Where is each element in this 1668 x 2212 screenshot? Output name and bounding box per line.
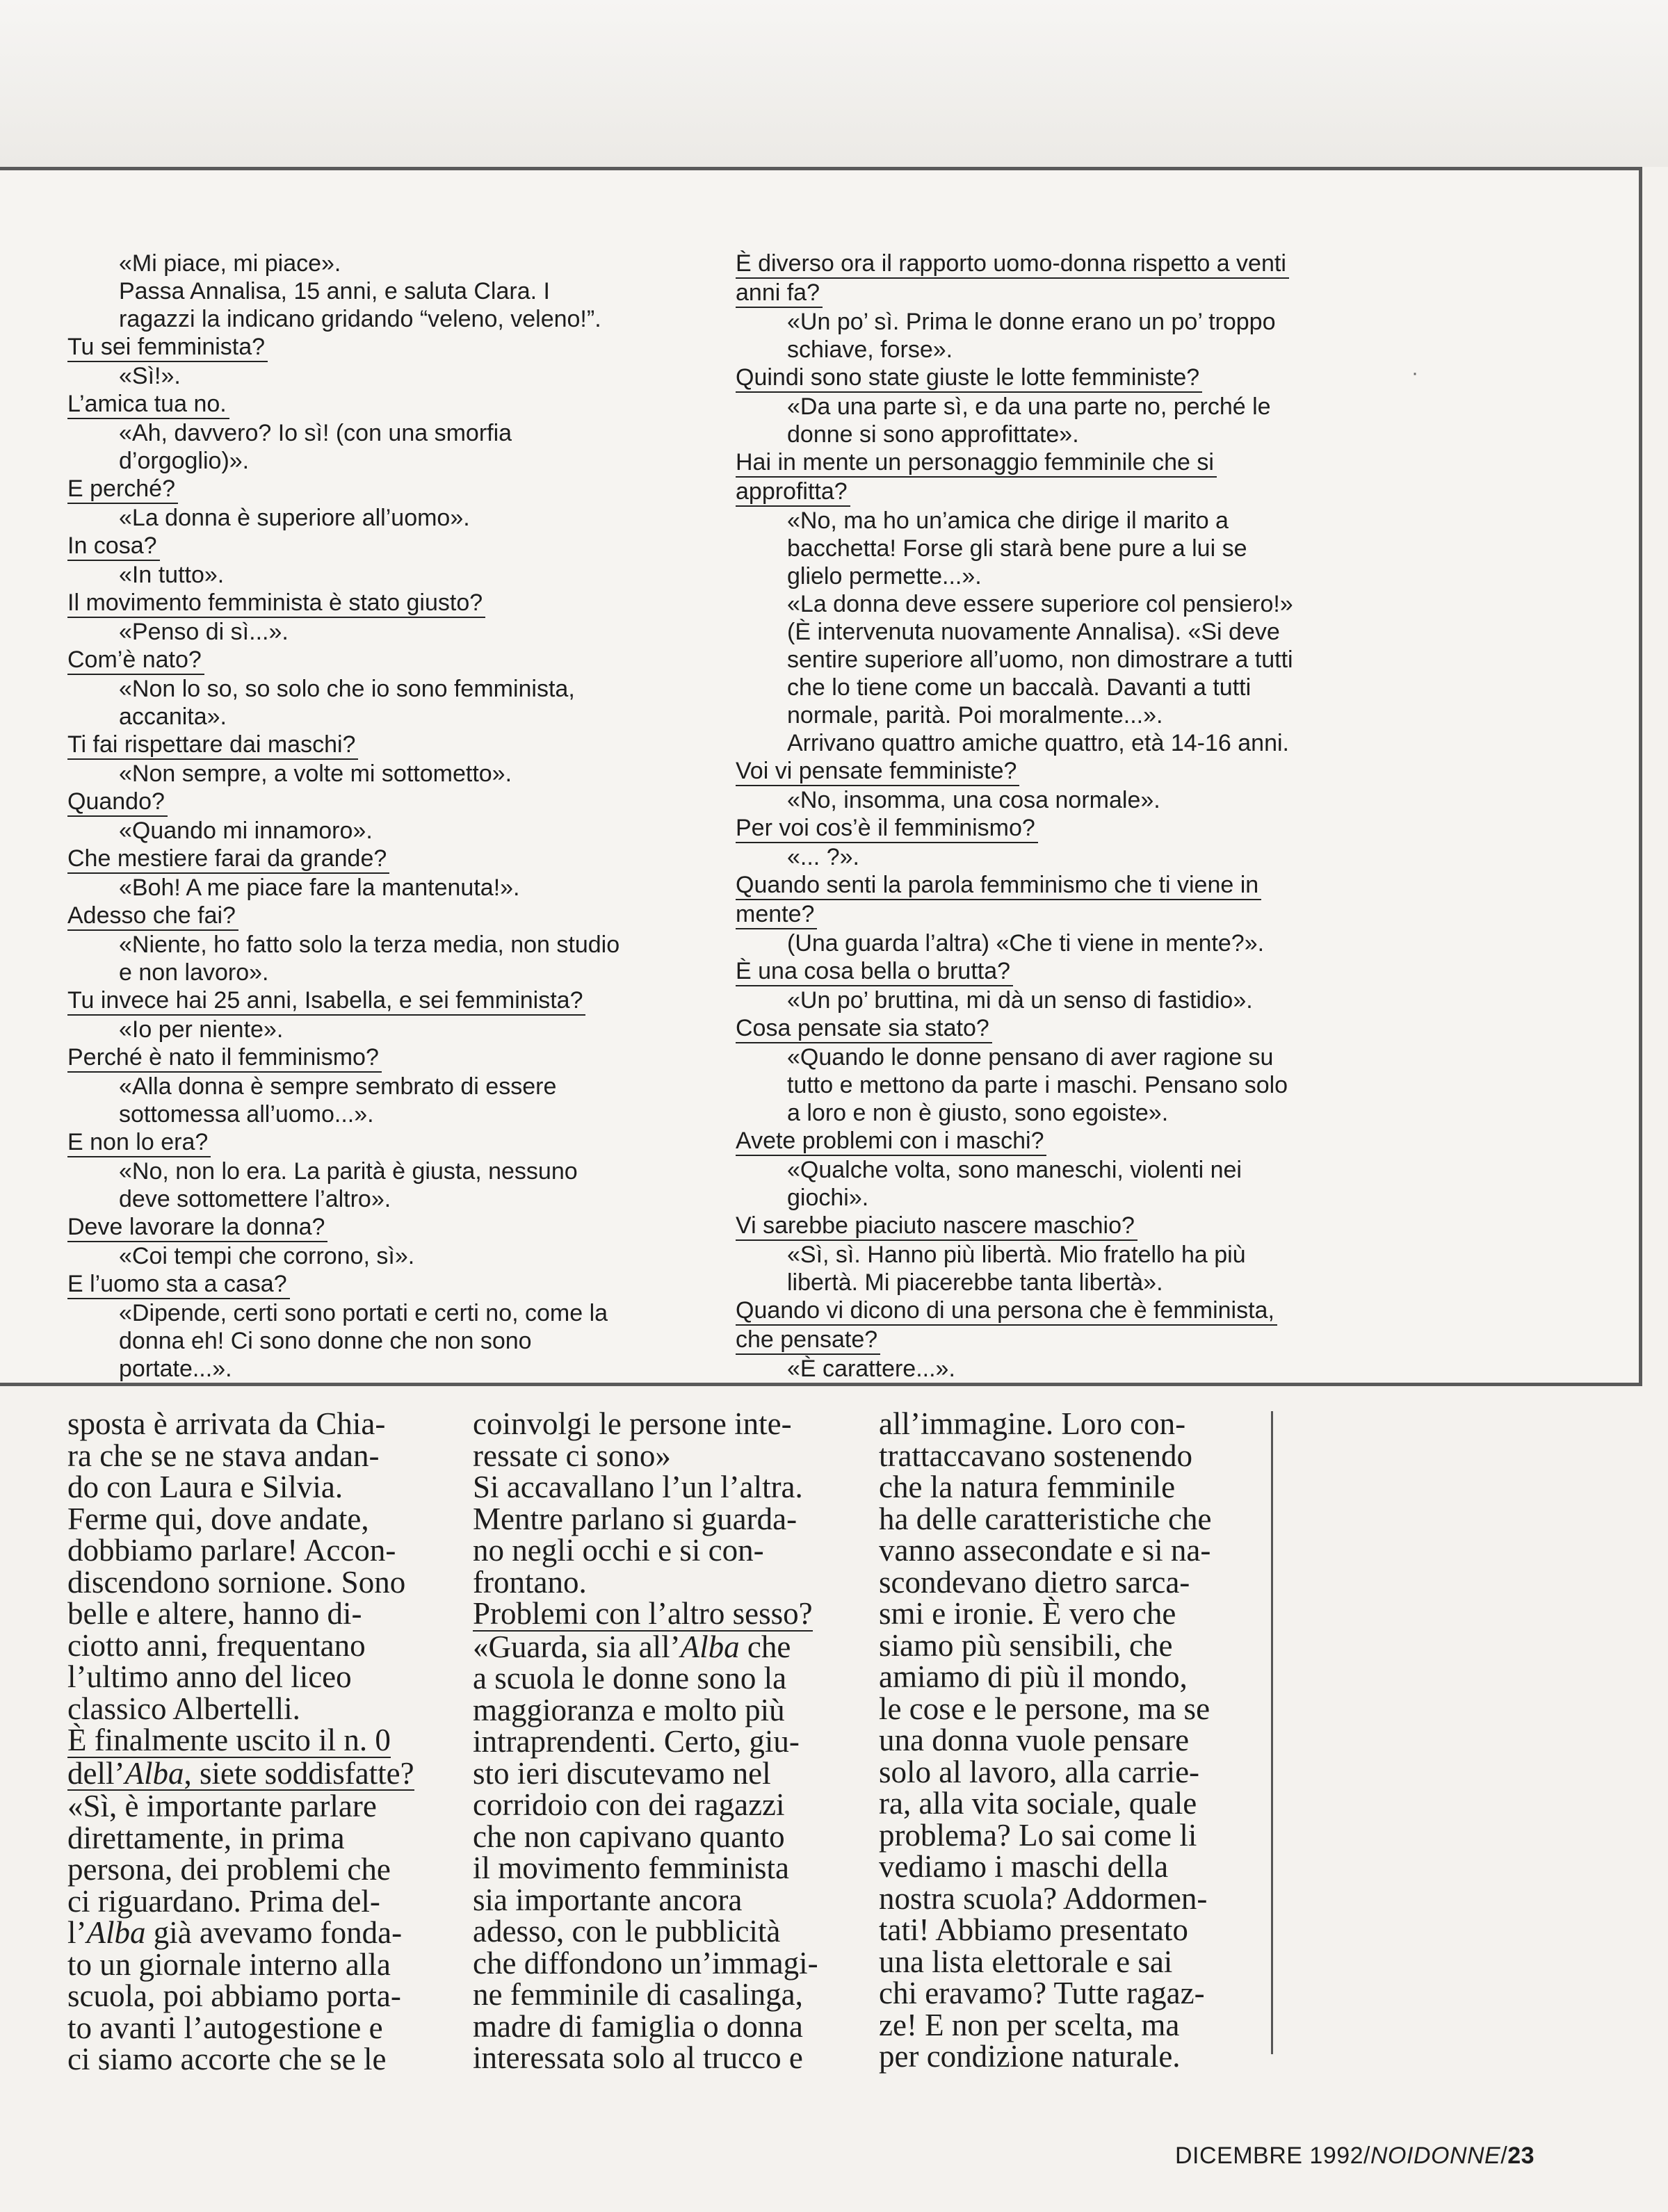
answer-line: Passa Annalisa, 15 anni, e saluta Clara. I xyxy=(119,278,550,304)
answer-line: «Non sempre, a volte mi sottometto». xyxy=(119,761,512,787)
answer-line: «No, non lo era. La parità è giusta, nessuno xyxy=(119,1158,578,1185)
answer-line: «Io per niente». xyxy=(119,1016,284,1043)
margin-mark-icon: · xyxy=(1411,361,1418,384)
article-line: Mentre parlano si guarda- xyxy=(473,1501,797,1536)
article-line: l’Alba già avevamo fonda- xyxy=(67,1915,403,1950)
answer-line: «Ah, davvero? Io sì! (con una smorfia xyxy=(119,420,512,446)
article-line: l’ultimo anno del liceo xyxy=(67,1659,352,1694)
answer-line: «Sì!». xyxy=(119,363,181,389)
answer-line: «No, insomma, una cosa normale». xyxy=(787,787,1160,813)
page-footer: DICEMBRE 1992/NOIDONNE/23 xyxy=(1175,2142,1535,2169)
article-line: ha delle caratteristiche che xyxy=(879,1501,1212,1536)
answer-line: «Alla donna è sempre sembrato di essere xyxy=(119,1073,557,1100)
answer-line: a loro e non è giusto, sono egoiste». xyxy=(787,1100,1169,1126)
article-line: vediamo i maschi della xyxy=(879,1849,1169,1884)
question-line: Che mestiere farai da grande? xyxy=(67,845,721,874)
article-line: interessata solo al trucco e xyxy=(473,2040,803,2075)
question-line: Hai in mente un personaggio femminile che si xyxy=(736,448,1452,478)
question-line: E perché? xyxy=(67,475,721,504)
question-line: Ti fai rispettare dai maschi? xyxy=(67,731,721,760)
column-rule xyxy=(1271,1411,1273,2054)
article-line: sposta è arrivata da Chia- xyxy=(67,1406,386,1441)
answer-line: «In tutto». xyxy=(119,562,225,588)
question-line: E l’uomo sta a casa? xyxy=(67,1270,721,1299)
answer-line: «Un po’ bruttina, mi dà un senso di fastidio». xyxy=(787,987,1253,1014)
question-line: Cosa pensate sia stato? xyxy=(736,1014,1452,1043)
article-line: ci siamo accorte che se le xyxy=(67,2042,387,2076)
question-line: Tu sei femminista? xyxy=(67,333,721,362)
article-line: Si accavallano l’un l’altra. xyxy=(473,1470,803,1504)
article-line: scuola, poi abbiamo porta- xyxy=(67,1978,401,2013)
article-line: una lista elettorale e sai xyxy=(879,1944,1173,1979)
interview-box xyxy=(0,167,1642,1386)
answer-line: deve sottomettere l’altro». xyxy=(119,1186,391,1212)
article-line: adesso, con le pubblicità xyxy=(473,1914,781,1949)
question-line: È una cosa bella o brutta? xyxy=(736,957,1452,986)
article-line: no negli occhi e si con- xyxy=(473,1533,764,1568)
article-line: dell’Alba, siete soddisfatte? xyxy=(67,1755,414,1791)
question-line: Quando? xyxy=(67,788,721,817)
article-line: che diffondono un’immagi- xyxy=(473,1945,818,1981)
question-line: E non lo era? xyxy=(67,1128,721,1157)
article-line: amiamo di più il mondo, xyxy=(879,1659,1188,1694)
answer-line: «Non lo so, so solo che io sono femminista, xyxy=(119,676,575,702)
answer-line: bacchetta! Forse gli starà bene pure a lui se xyxy=(787,535,1247,562)
question-line: Quando vi dicono di una persona che è femminista, xyxy=(736,1296,1452,1326)
answer-line: donna eh! Ci sono donne che non sono xyxy=(119,1328,532,1354)
answer-line: sottomessa all’uomo...». xyxy=(119,1101,374,1128)
article-line: problema? Lo sai come li xyxy=(879,1817,1197,1853)
question-line: Tu invece hai 25 anni, Isabella, e sei femminista? xyxy=(67,986,721,1016)
article-line: ci riguardano. Prima del- xyxy=(67,1883,380,1919)
article-line: ze! E non per scelta, ma xyxy=(879,2007,1180,2042)
article-line: solo al lavoro, alla carrie- xyxy=(879,1754,1200,1789)
article-line: È finalmente uscito il n. 0 xyxy=(67,1723,391,1757)
answer-line: (È intervenuta nuovamente Annalisa). «Si deve xyxy=(787,619,1280,645)
page-number: 23 xyxy=(1507,2142,1535,2169)
article-line: trattaccavano sostenendo xyxy=(879,1438,1193,1473)
article-line: direttamente, in prima xyxy=(67,1820,345,1855)
question-line: Deve lavorare la donna? xyxy=(67,1213,721,1242)
answer-line: «Sì, sì. Hanno più libertà. Mio fratello ha più xyxy=(787,1242,1246,1268)
article-line: sia importante ancora xyxy=(473,1882,743,1917)
answer-line: che lo tiene come un baccalà. Davanti a tutti xyxy=(787,674,1252,701)
question-line: che pensate? xyxy=(736,1326,1452,1355)
answer-line: «Coi tempi che corrono, sì». xyxy=(119,1243,415,1269)
article-line: belle e altere, hanno di- xyxy=(67,1596,362,1631)
question-line: mente? xyxy=(736,900,1452,929)
article-line: all’immagine. Loro con- xyxy=(879,1406,1186,1441)
answer-line: libertà. Mi piacerebbe tanta libertà». xyxy=(787,1269,1163,1296)
answer-line: «È carattere...». xyxy=(787,1356,955,1382)
footer-magazine: NOIDONNE xyxy=(1370,2142,1501,2169)
answer-line: «La donna deve essere superiore col pensiero!» xyxy=(787,591,1293,617)
answer-line: ragazzi la indicano gridando “veleno, veleno!”. xyxy=(119,306,601,332)
interview-column-right xyxy=(736,250,1452,1383)
answer-line: Arrivano quattro amiche quattro, età 14-16 anni. xyxy=(787,730,1289,756)
question-line: È diverso ora il rapporto uomo-donna rispetto a venti xyxy=(736,250,1452,279)
article-line: siamo più sensibili, che xyxy=(879,1627,1173,1663)
article-line: to avanti l’autogestione e xyxy=(67,2010,383,2045)
answer-line: «Un po’ sì. Prima le donne erano un po’ troppo xyxy=(787,309,1276,335)
article-line: coinvolgi le persone inte- xyxy=(473,1406,792,1441)
article-line: Problemi con l’altro sesso? xyxy=(473,1596,813,1631)
question-line: L’amica tua no. xyxy=(67,390,721,419)
article-line: per condizione naturale. xyxy=(879,2039,1181,2074)
question-line: Per voi cos’è il femminismo? xyxy=(736,814,1452,843)
article-line: a scuola le donne sono la xyxy=(473,1661,787,1695)
answer-line: giochi». xyxy=(787,1185,869,1211)
question-line: Il movimento femminista è stato giusto? xyxy=(67,589,721,618)
question-line: Vi sarebbe piaciuto nascere maschio? xyxy=(736,1212,1452,1241)
answer-line: «Da una parte sì, e da una parte no, perché le xyxy=(787,393,1271,420)
answer-line: «Dipende, certi sono portati e certi no, come la xyxy=(119,1300,608,1326)
article-line: che la natura femminile xyxy=(879,1470,1176,1504)
article-line: do con Laura e Silvia. xyxy=(67,1470,343,1504)
question-line: Perché è nato il femminismo? xyxy=(67,1043,721,1073)
article-line: ra che se ne stava andan- xyxy=(67,1438,380,1473)
question-line: Quindi sono state giuste le lotte femministe? xyxy=(736,364,1452,393)
article-line: scondevano dietro sarca- xyxy=(879,1564,1190,1600)
answer-line: «Niente, ho fatto solo la terza media, non studio xyxy=(119,932,620,958)
answer-line: «Quando le donne pensano di aver ragione su xyxy=(787,1044,1274,1071)
article-line: dobbiamo parlare! Accon- xyxy=(67,1533,396,1568)
answer-line: donne si sono approfittate». xyxy=(787,421,1079,448)
article-column-1 xyxy=(67,1408,414,2076)
answer-line: «Mi piace, mi piace». xyxy=(119,250,341,277)
answer-line: (Una guarda l’altra) «Che ti viene in mente?». xyxy=(787,930,1265,957)
answer-line: «Penso di sì...». xyxy=(119,619,289,645)
answer-line: tutto e mettono da parte i maschi. Pensano solo xyxy=(787,1072,1288,1098)
answer-line: portate...». xyxy=(119,1356,232,1382)
article-column-2 xyxy=(473,1408,818,2074)
article-line: persona, dei problemi che xyxy=(67,1852,391,1887)
answer-line: «... ?». xyxy=(787,844,859,870)
question-line: anni fa? xyxy=(736,279,1452,308)
article-line: corridoio con dei ragazzi xyxy=(473,1787,785,1822)
question-line: In cosa? xyxy=(67,532,721,561)
question-line: Com’è nato? xyxy=(67,646,721,675)
question-line: Adesso che fai? xyxy=(67,902,721,931)
article-line: chi eravamo? Tutte ragaz- xyxy=(879,1976,1205,2010)
answer-line: «Quando mi innamoro». xyxy=(119,818,373,844)
article-line: vanno assecondate e si na- xyxy=(879,1533,1211,1568)
article-line: «Sì, è importante parlare xyxy=(67,1789,377,1823)
article-line: nostra scuola? Addormen- xyxy=(879,1880,1208,1916)
article-line: ra, alla vita sociale, quale xyxy=(879,1786,1197,1821)
article-line: intraprendenti. Certo, giu- xyxy=(473,1724,800,1759)
article-line: maggioranza e molto più xyxy=(473,1692,785,1727)
article-line: ciotto anni, frequentano xyxy=(67,1627,366,1663)
article-line: to un giornale interno alla xyxy=(67,1946,391,1982)
answer-line: glielo permette...». xyxy=(787,563,982,589)
article-line: che non capivano quanto xyxy=(473,1819,785,1854)
article-line: frontano. xyxy=(473,1564,587,1600)
article-line: ressate ci sono» xyxy=(473,1438,671,1473)
answer-line: «No, ma ho un’amica che dirige il marito a xyxy=(787,507,1229,534)
article-line: ne femminile di casalinga, xyxy=(473,1977,803,2012)
question-line: Avete problemi con i maschi? xyxy=(736,1127,1452,1156)
article-line: madre di famiglia o donna xyxy=(473,2008,803,2044)
answer-line: normale, parità. Poi moralmente...». xyxy=(787,702,1163,729)
answer-line: d’orgoglio)». xyxy=(119,448,250,474)
answer-line: schiave, forse». xyxy=(787,336,953,363)
article-line: smi e ironie. È vero che xyxy=(879,1596,1176,1631)
article-column-3 xyxy=(879,1408,1211,2073)
answer-line: e non lavoro». xyxy=(119,959,269,986)
article-line: Ferme qui, dove andate, xyxy=(67,1501,369,1536)
question-line: approfitta? xyxy=(736,478,1452,507)
interview-column-left xyxy=(67,250,721,1383)
article-line: classico Albertelli. xyxy=(67,1691,300,1726)
article-line: tati! Abbiamo presentato xyxy=(879,1912,1188,1947)
article-line: discendono sornione. Sono xyxy=(67,1564,406,1600)
answer-line: «La donna è superiore all’uomo». xyxy=(119,505,470,531)
article-line: «Guarda, sia all’Alba che xyxy=(473,1629,791,1664)
article-line: le cose e le persone, ma se xyxy=(879,1691,1210,1726)
page-header-strip xyxy=(0,0,1668,167)
question-line: Quando senti la parola femminismo che ti viene in xyxy=(736,871,1452,900)
footer-date: DICEMBRE 1992/ xyxy=(1175,2142,1370,2169)
answer-line: accanita». xyxy=(119,704,227,730)
answer-line: «Qualche volta, sono maneschi, violenti nei xyxy=(787,1157,1242,1183)
answer-line: sentire superiore all’uomo, non dimostrare a tutti xyxy=(787,646,1293,673)
article-line: sto ieri discutevamo nel xyxy=(473,1755,771,1791)
article-line: il movimento femminista xyxy=(473,1851,789,1885)
answer-line: «Boh! A me piace fare la mantenuta!». xyxy=(119,875,520,901)
question-line: Voi vi pensate femministe? xyxy=(736,757,1452,786)
article-line: una donna vuole pensare xyxy=(879,1723,1190,1757)
